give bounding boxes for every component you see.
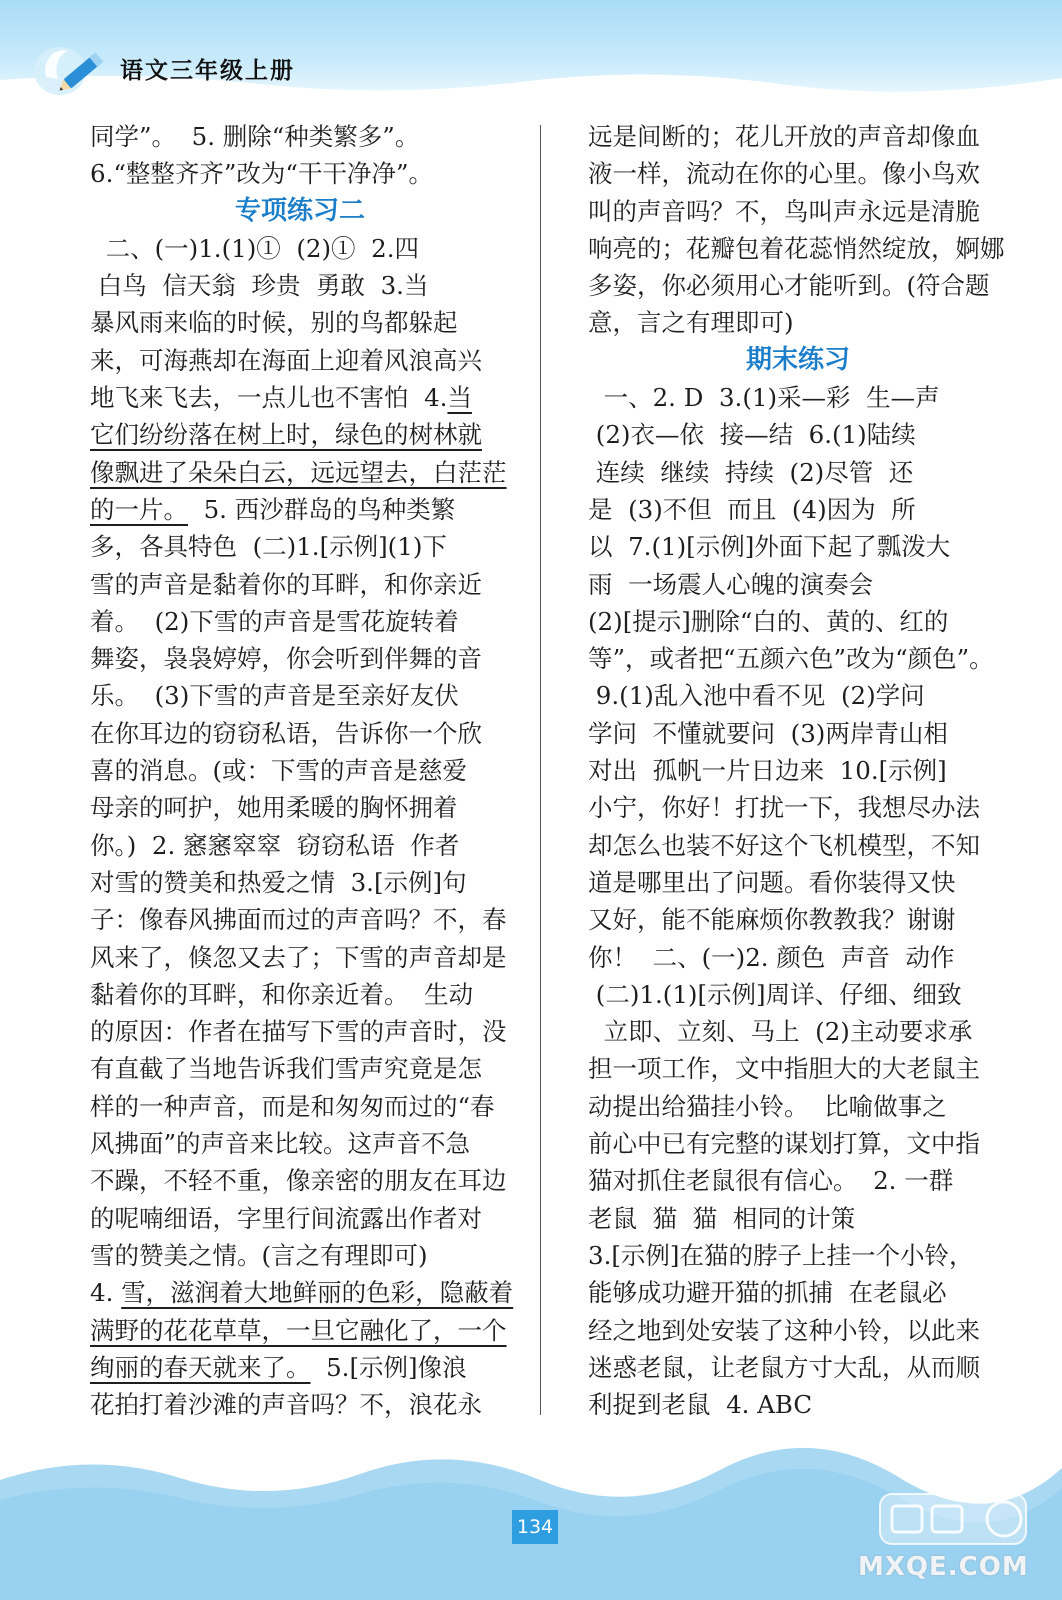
answer-text: 白鸟 信天翁 珍贵 勇敢 3.当	[90, 271, 429, 301]
watermark-url: MXQE.COM	[858, 1552, 1029, 1582]
answer-text: 舞姿，袅袅婷婷，你会听到伴舞的音	[90, 644, 482, 674]
answer-text: 的原因：作者在描写下雪的声音时，没	[90, 1017, 507, 1047]
answer-line	[90, 1013, 510, 1050]
answer-line	[588, 528, 1008, 565]
answer-line	[90, 1088, 510, 1125]
answer-text: 样的一种声音，而是和匆匆而过的“春	[90, 1091, 495, 1121]
answer-text: 风拂面”的声音来比较。这声音不急	[90, 1129, 471, 1159]
answer-line	[90, 1125, 510, 1162]
answer-text: 液一样，流动在你的心里。像小鸟欢	[588, 159, 980, 189]
answer-text: 风来了，倏忽又去了；下雪的声音却是	[90, 942, 507, 972]
answer-line	[90, 715, 510, 752]
section-heading: 专项练习二	[234, 195, 365, 226]
answer-line	[90, 901, 510, 938]
answer-line	[588, 677, 1008, 714]
answer-text: 学问 不懂就要问 (3)两岸青山相	[588, 718, 948, 748]
answer-text: 多姿，你必须用心才能听到。(符合题	[588, 271, 990, 301]
answer-text: 5. 西沙群岛的鸟种类繁	[188, 494, 456, 524]
answer-text: 你！ 二、(一)2. 颜色 声音 动作	[588, 942, 955, 972]
answer-line	[588, 976, 1008, 1013]
answer-line	[588, 193, 1008, 230]
answer-text: (2)[提示]删除“白的、黄的、红的	[588, 606, 949, 636]
answer-text: 来，可海燕却在海面上迎着风浪高兴	[90, 345, 482, 375]
answer-text: 对出 孤帆一片日边来 10.[示例]	[588, 756, 947, 786]
answer-line	[588, 1274, 1008, 1311]
answer-text: 雨 一场震人心魄的演奏会	[588, 569, 874, 599]
answer-line	[90, 230, 510, 267]
answer-text: 却怎么也装不好这个飞机模型，不知	[588, 830, 980, 860]
answer-text: 地飞来飞去，一点儿也不害怕 4.	[90, 383, 448, 413]
answer-text: 同学”。 5. 删除“种类繁多”。	[90, 122, 420, 151]
answer-line	[90, 1386, 510, 1423]
answer-line	[90, 491, 510, 528]
answer-line	[588, 1386, 1008, 1423]
answer-text: (2)衣—依 接—结 6.(1)陆续	[588, 420, 916, 450]
underlined-answer-text: 像飘进了朵朵白云，远远望去，白茫茫	[90, 457, 507, 487]
answer-line	[588, 640, 1008, 677]
pencil-icon	[28, 25, 108, 105]
answer-line	[588, 454, 1008, 491]
answer-line	[588, 416, 1008, 453]
answer-line	[90, 379, 510, 416]
answer-text: 响亮的；花瓣包着花蕊悄然绽放，婀娜	[588, 233, 1005, 263]
answer-text: 你。) 2. 窸窸窣窣 窃窃私语 作者	[90, 830, 460, 860]
answer-text: 多，各具特色 (二)1.[示例](1)下	[90, 532, 447, 562]
underlined-answer-text: 满野的花花草草，一旦它融化了，一个	[90, 1315, 507, 1345]
answer-text: 以 7.(1)[示例]外面下起了瓢泼大	[588, 532, 951, 562]
right-answer-column	[588, 118, 1008, 1423]
answer-line	[90, 1200, 510, 1237]
answer-line	[588, 1349, 1008, 1386]
answer-text: 道是哪里出了问题。看你装得又快	[588, 867, 956, 897]
answer-line	[90, 789, 510, 826]
answer-line	[588, 1312, 1008, 1349]
answer-text: 连续 继续 持续 (2)尽管 还	[588, 457, 914, 487]
answer-line	[588, 1200, 1008, 1237]
answer-line	[588, 304, 1008, 341]
answer-text: 是 (3)不但 而且 (4)因为 所	[588, 494, 916, 524]
answer-text: 乐。 (3)下雪的声音是至亲好友伏	[90, 681, 459, 711]
answer-line	[588, 864, 1008, 901]
answer-text: 雪的声音是黏着你的耳畔，和你亲近	[90, 569, 482, 599]
answer-line	[90, 528, 510, 565]
underlined-answer-text: 当	[447, 383, 472, 413]
answer-line	[588, 901, 1008, 938]
answer-text: 3.[示例]在猫的脖子上挂一个小铃，	[588, 1240, 974, 1270]
answer-line	[588, 827, 1008, 864]
answer-text: 等”，或者把“五颜六色”改为“颜色”。	[588, 644, 994, 674]
answer-text: 二、(一)1.(1)① (2)① 2.四	[90, 233, 420, 263]
answer-line	[588, 789, 1008, 826]
answer-text: 老鼠 猫 猫 相同的计策	[588, 1203, 856, 1233]
answer-text: 经之地到处安装了这种小铃，以此来	[588, 1315, 980, 1345]
page-header	[0, 0, 1062, 115]
answer-line	[90, 454, 510, 491]
answer-text: 的呢喃细语，字里行间流露出作者对	[90, 1203, 482, 1233]
answer-text: 远是间断的；花儿开放的声音却像血	[588, 122, 980, 151]
answer-text: 又好，能不能麻烦你教教我？谢谢	[588, 905, 956, 935]
answer-line	[90, 342, 510, 379]
answer-text: 动提出给猫挂小铃。 比喻做事之	[588, 1091, 947, 1121]
column-divider	[540, 125, 541, 1415]
answer-line	[90, 827, 510, 864]
answer-text: 有直截了当地告诉我们雪声究竟是怎	[90, 1054, 482, 1084]
answer-line	[588, 379, 1008, 416]
answer-line	[588, 230, 1008, 267]
answer-line	[90, 118, 510, 155]
answer-line	[90, 603, 510, 640]
underlined-answer-text: 绚丽的春天就来了。	[90, 1352, 311, 1382]
answer-line	[90, 939, 510, 976]
answer-text: 4.	[90, 1278, 122, 1308]
answer-text: 母亲的呵护，她用柔暖的胸怀拥着	[90, 793, 458, 823]
section-heading: 期末练习	[745, 344, 850, 375]
book-title: 语文三年级上册	[120, 58, 295, 84]
answer-line	[90, 267, 510, 304]
answer-line	[588, 155, 1008, 192]
answer-text: 猫对抓住老鼠很有信心。 2. 一群	[588, 1166, 954, 1196]
answer-line	[588, 715, 1008, 752]
answer-line	[90, 677, 510, 714]
answer-line	[90, 416, 510, 453]
answer-text: 着。 (2)下雪的声音是雪花旋转着	[90, 606, 459, 636]
answer-text: 利捉到老鼠 4. ABC	[588, 1390, 813, 1420]
answer-line	[588, 1088, 1008, 1125]
answer-line	[588, 1237, 1008, 1274]
answer-text: 迷惑老鼠，让老鼠方寸大乱，从而顺	[588, 1352, 980, 1382]
answer-text: (二)1.(1)[示例]周详、仔细、细致	[588, 979, 962, 1009]
answer-line	[588, 1125, 1008, 1162]
answer-text: 子：像春风拂面而过的声音吗？不，春	[90, 905, 507, 935]
answer-text: 花拍打着沙滩的声音吗？不，浪花永	[90, 1390, 482, 1420]
watermark-logo	[878, 1488, 1028, 1550]
answer-text: 在你耳边的窃窃私语，告诉你一个欣	[90, 718, 482, 748]
answer-line	[90, 640, 510, 677]
answer-line	[90, 1312, 510, 1349]
answer-text: 立即、立刻、马上 (2)主动要求承	[588, 1017, 973, 1047]
answer-line	[588, 752, 1008, 789]
answer-line	[90, 1050, 510, 1087]
underlined-answer-text: 它们纷纷落在树上时，绿色的树林就	[90, 420, 482, 450]
answer-text: 对雪的赞美和热爱之情 3.[示例]句	[90, 867, 467, 897]
answer-line	[588, 491, 1008, 528]
answer-text: 雪的赞美之情。(言之有理即可)	[90, 1240, 428, 1270]
answer-line	[588, 1050, 1008, 1087]
answer-line	[90, 1237, 510, 1274]
answer-line	[90, 566, 510, 603]
answer-line	[588, 267, 1008, 304]
answer-line	[90, 1162, 510, 1199]
answer-line	[90, 976, 510, 1013]
page-number: 134	[512, 1510, 558, 1544]
answer-text: 叫的声音吗？不，鸟叫声永远是清脆	[588, 196, 980, 226]
answer-line	[588, 1162, 1008, 1199]
answer-line	[588, 603, 1008, 640]
answer-text: 6.“整整齐齐”改为“干干净净”。	[90, 159, 433, 189]
answer-line	[90, 1349, 510, 1386]
answer-text: 一、2. D 3.(1)采—彩 生—声	[588, 383, 940, 413]
answer-line	[90, 155, 510, 192]
answer-text: 5.[示例]像浪	[310, 1352, 467, 1382]
underlined-answer-text: 的一片。	[90, 494, 188, 524]
answer-text: 前心中已有完整的谋划打算，文中指	[588, 1129, 980, 1159]
answer-line	[588, 1013, 1008, 1050]
answer-text: 9.(1)乱入池中看不见 (2)学问	[588, 681, 925, 711]
answer-line	[90, 864, 510, 901]
answer-line	[588, 566, 1008, 603]
answer-text: 小宁，你好！打扰一下，我想尽办法	[588, 793, 980, 823]
answer-line	[588, 118, 1008, 155]
answer-text: 担一项工作，文中指胆大的大老鼠主	[588, 1054, 980, 1084]
answer-text: 不躁，不轻不重，像亲密的朋友在耳边	[90, 1166, 507, 1196]
answer-text: 意，言之有理即可)	[588, 308, 794, 338]
answer-line	[588, 939, 1008, 976]
answer-line	[90, 304, 510, 341]
answer-text: 喜的消息。(或：下雪的声音是慈爱	[90, 756, 468, 786]
answer-line	[90, 1274, 514, 1311]
answer-text: 能够成功避开猫的抓捕 在老鼠必	[588, 1278, 947, 1308]
left-answer-column	[90, 118, 514, 1423]
underlined-answer-text: 雪，滋润着大地鲜丽的色彩，隐蔽着	[121, 1278, 514, 1308]
answer-line	[90, 752, 510, 789]
answer-text: 黏着你的耳畔，和你亲近着。 生动	[90, 979, 474, 1009]
answer-text: 暴风雨来临的时候，别的鸟都躲起	[90, 308, 458, 338]
